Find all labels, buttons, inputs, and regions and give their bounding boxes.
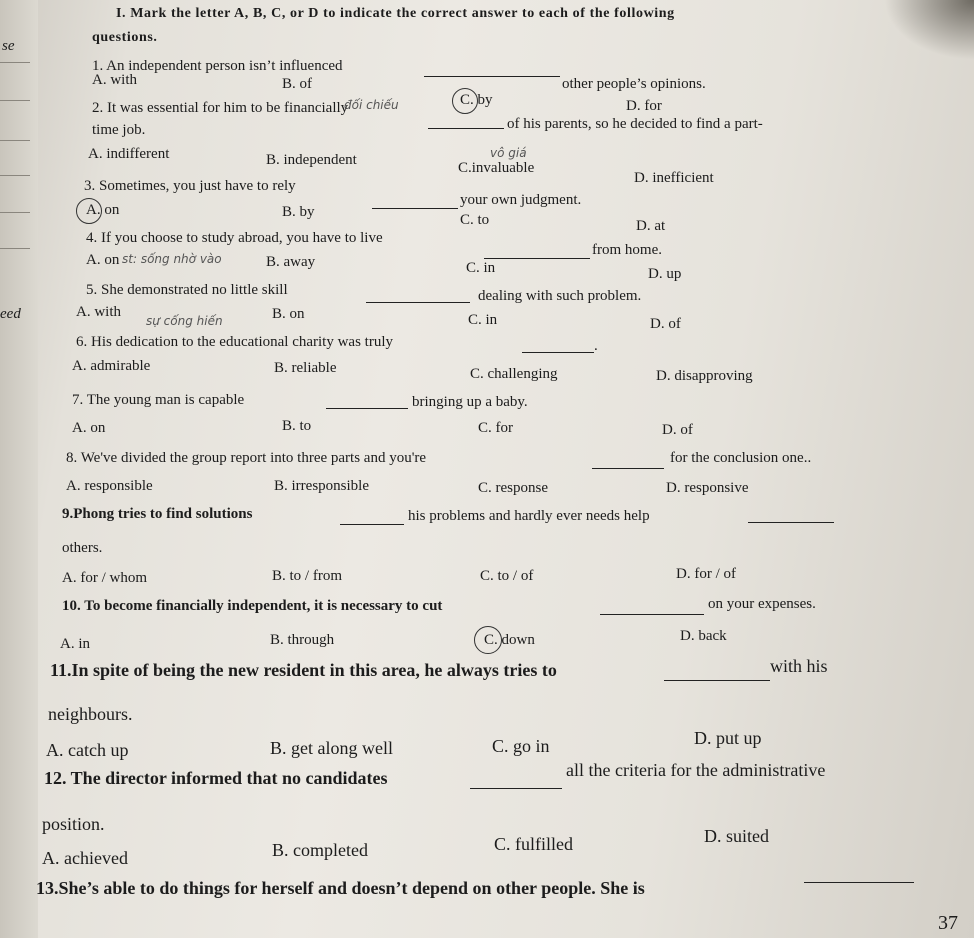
question-5-option-c[interactable]: C. in xyxy=(468,312,498,328)
question-1-option-d[interactable]: D. for xyxy=(626,98,662,114)
question-11-option-b[interactable]: B. get along well xyxy=(270,738,393,758)
question-10-stem-end: on your expenses. xyxy=(708,596,816,612)
question-2-option-c[interactable]: C.invaluable xyxy=(458,160,535,176)
question-11-option-c[interactable]: C. go in xyxy=(492,736,550,756)
question-4-blank xyxy=(484,258,590,259)
question-2-stem-end: of his parents, so he decided to find a part- xyxy=(507,116,763,132)
question-6-blank xyxy=(522,352,594,353)
question-3-stem-end: your own judgment. xyxy=(460,192,582,208)
question-3-option-c[interactable]: C. to xyxy=(460,212,490,228)
question-5-stem: 5. She demonstrated no little skill xyxy=(86,282,288,298)
question-11-stem: 11.In spite of being the new resident in this area, he always tries to xyxy=(50,660,557,680)
question-4-option-d[interactable]: D. up xyxy=(648,266,682,282)
question-9-option-c[interactable]: C. to / of xyxy=(480,568,534,584)
question-13-blank xyxy=(804,882,914,883)
question-5-option-d[interactable]: D. of xyxy=(650,316,681,332)
question-4-option-a[interactable]: A. on xyxy=(86,252,120,268)
question-8-stem-end: for the conclusion one.. xyxy=(670,450,812,466)
question-3-option-d[interactable]: D. at xyxy=(636,218,666,234)
question-1-option-b[interactable]: B. of xyxy=(282,76,312,92)
question-7-stem-end: bringing up a baby. xyxy=(412,394,528,410)
question-12-stem-end: all the criteria for the administrative xyxy=(566,760,826,780)
question-8-stem: 8. We've divided the group report into three parts and you're xyxy=(66,450,427,466)
question-6-option-b[interactable]: B. reliable xyxy=(274,360,337,376)
question-4-stem: 4. If you choose to study abroad, you have to live xyxy=(86,230,383,246)
question-12-blank xyxy=(470,788,562,789)
question-2-blank xyxy=(428,128,504,129)
question-2-stem-cont: time job. xyxy=(92,122,146,138)
question-8-option-d[interactable]: D. responsive xyxy=(666,480,749,496)
handwriting-note-1: đối chiếu xyxy=(344,98,399,112)
question-3-blank xyxy=(372,208,458,209)
question-6-option-c[interactable]: C. challenging xyxy=(470,366,558,382)
question-2-option-d[interactable]: D. inefficient xyxy=(634,170,714,186)
question-13-stem: 13.She’s able to do things for herself and doesn’t depend on other people. She is xyxy=(36,878,645,898)
adjacent-page-strip xyxy=(0,0,38,938)
question-4-option-c[interactable]: C. in xyxy=(466,260,496,276)
question-12-option-a[interactable]: A. achieved xyxy=(42,848,128,868)
answer-circle-10 xyxy=(474,626,502,654)
question-1-stem: 1. An independent person isn’t influenced xyxy=(92,58,343,74)
question-6-option-d[interactable]: D. disapproving xyxy=(656,368,753,384)
question-3-stem: 3. Sometimes, you just have to rely xyxy=(84,178,296,194)
question-11-stem-end: with his xyxy=(770,656,828,676)
question-1-blank xyxy=(424,76,560,77)
question-2-option-b[interactable]: B. independent xyxy=(266,152,357,168)
question-9-option-b[interactable]: B. to / from xyxy=(272,568,342,584)
question-10-stem: 10. To become financially independent, it is necessary to cut xyxy=(62,598,443,614)
question-7-blank xyxy=(326,408,408,409)
question-3-option-b[interactable]: B. by xyxy=(282,204,315,220)
question-7-option-d[interactable]: D. of xyxy=(662,422,693,438)
question-8-option-b[interactable]: B. irresponsible xyxy=(274,478,369,494)
question-11-blank xyxy=(664,680,770,681)
handwriting-note-2: vô giá xyxy=(490,146,527,160)
question-9-option-d[interactable]: D. for / of xyxy=(676,566,736,582)
question-8-option-c[interactable]: C. response xyxy=(478,480,548,496)
question-7-option-b[interactable]: B. to xyxy=(282,418,312,434)
question-3-option-a[interactable]: A. on xyxy=(86,202,120,218)
question-7-option-a[interactable]: A. on xyxy=(72,420,106,436)
question-9-stem-cont: others. xyxy=(62,540,103,556)
answer-circle-1 xyxy=(452,88,478,114)
question-10-option-c[interactable]: C. down xyxy=(484,632,535,648)
instruction-line-1: I. Mark the letter A, B, C, or D to indicate the correct answer to each of the following xyxy=(116,6,675,21)
answer-circle-3 xyxy=(76,198,102,224)
question-2-stem: 2. It was essential for him to be financially xyxy=(92,100,349,116)
question-9-option-a[interactable]: A. for / whom xyxy=(62,570,147,586)
question-6-stem: 6. His dedication to the educational charity was truly xyxy=(76,334,393,350)
instruction-line-2: questions. xyxy=(92,30,158,45)
question-10-option-d[interactable]: D. back xyxy=(680,628,727,644)
question-12-option-b[interactable]: B. completed xyxy=(272,840,368,860)
question-10-option-b[interactable]: B. through xyxy=(270,632,335,648)
question-7-option-c[interactable]: C. for xyxy=(478,420,513,436)
question-8-blank xyxy=(592,468,664,469)
question-1-stem-end: other people’s opinions. xyxy=(562,76,706,92)
question-12-stem-cont: position. xyxy=(42,814,105,834)
question-2-option-a[interactable]: A. indifferent xyxy=(88,146,170,162)
question-5-option-b[interactable]: B. on xyxy=(272,306,305,322)
question-5-blank xyxy=(366,302,470,303)
question-9-stem-mid: his problems and hardly ever needs help xyxy=(408,508,650,524)
handwriting-note-3: st: sống nhờ vào xyxy=(122,252,222,266)
question-12-option-c[interactable]: C. fulfilled xyxy=(494,834,573,854)
question-9-blank-2 xyxy=(748,522,834,523)
question-5-stem-end: dealing with such problem. xyxy=(478,288,642,304)
question-4-stem-end: from home. xyxy=(592,242,662,258)
page-number: 37 xyxy=(938,912,958,934)
question-8-option-a[interactable]: A. responsible xyxy=(66,478,153,494)
corner-shadow xyxy=(884,0,974,60)
question-10-option-a[interactable]: A. in xyxy=(60,636,90,652)
question-5-option-a[interactable]: A. with xyxy=(76,304,121,320)
question-11-stem-cont: neighbours. xyxy=(48,704,133,724)
margin-word-top: se xyxy=(2,38,15,54)
question-10-blank xyxy=(600,614,704,615)
question-11-option-a[interactable]: A. catch up xyxy=(46,740,129,760)
question-9-blank-1 xyxy=(340,524,404,525)
question-1-option-a[interactable]: A. with xyxy=(92,72,137,88)
handwriting-note-4: sự cống hiến xyxy=(146,314,223,328)
question-1-option-c[interactable]: C. by xyxy=(460,92,493,108)
question-9-stem: 9.Phong tries to find solutions xyxy=(62,506,253,522)
question-12-stem: 12. The director informed that no candidates xyxy=(44,768,388,788)
question-7-stem: 7. The young man is capable xyxy=(72,392,245,408)
question-11-option-d[interactable]: D. put up xyxy=(694,728,762,748)
question-6-option-a[interactable]: A. admirable xyxy=(72,358,151,374)
question-12-option-d[interactable]: D. suited xyxy=(704,826,769,846)
margin-word-mid: eed xyxy=(0,306,21,322)
question-6-stem-end: . xyxy=(594,338,598,354)
question-4-option-b[interactable]: B. away xyxy=(266,254,316,270)
